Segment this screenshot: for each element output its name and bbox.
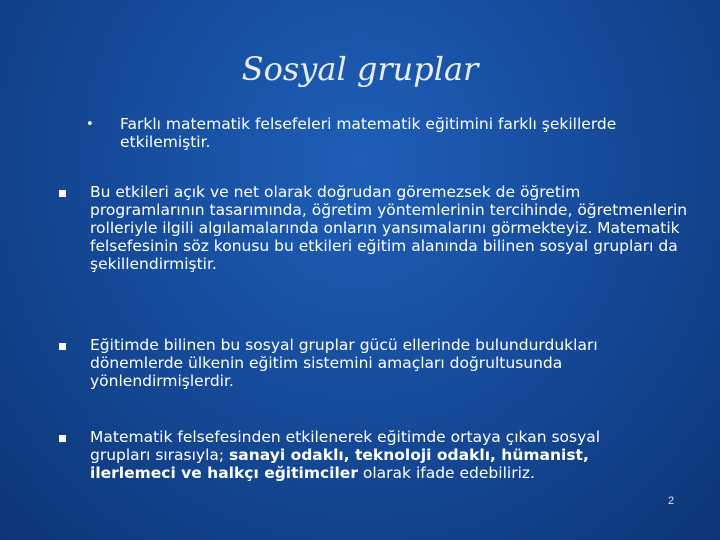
intro-text: Farklı matematik felsefeleri matematik eğitimini farklı şekillerde etkilemiştir. (120, 115, 617, 151)
page-number: 2 (668, 495, 675, 507)
item-3-bold: sanayi odaklı, teknoloji odaklı, hümanist, ilerlemeci ve halkçı eğitimciler (90, 446, 589, 482)
square-bullet-2 (59, 343, 66, 350)
square-bullet-1 (59, 190, 66, 197)
item-3-text (90, 428, 660, 482)
square-bullet-3 (59, 435, 66, 442)
item-3-post: olarak ifade edebiliriz. (357, 464, 535, 482)
item-2-text: Eğitimde bilinen bu sosyal gruplar gücü ellerinde bulundurdukları dönemlerde ülkenin eğitim sistemini amaçları doğrultusunda yönlendirmişlerdir. (90, 336, 598, 390)
slide-title: Sosyal gruplar (241, 50, 479, 88)
item-3-pre: Matematik felsefesinden etkilenerek eğitimde ortaya çıkan sosyal grupları sırasıyla; (90, 428, 601, 464)
bullet-dot: • (86, 117, 94, 132)
item-1-text: Bu etkileri açık ve net olarak doğrudan göremezsek de öğretim programlarının tasarımında, öğretim yöntemlerinin tercihinde, öğretmenlerin rolleriyle ilgili algılamalarında onların yansımalarını görmekteyiz. Matematik felsefesinin söz konusu bu etkileri eğitim alanında bilinen sosyal grupları da şekillendirmiştir. (90, 183, 688, 273)
